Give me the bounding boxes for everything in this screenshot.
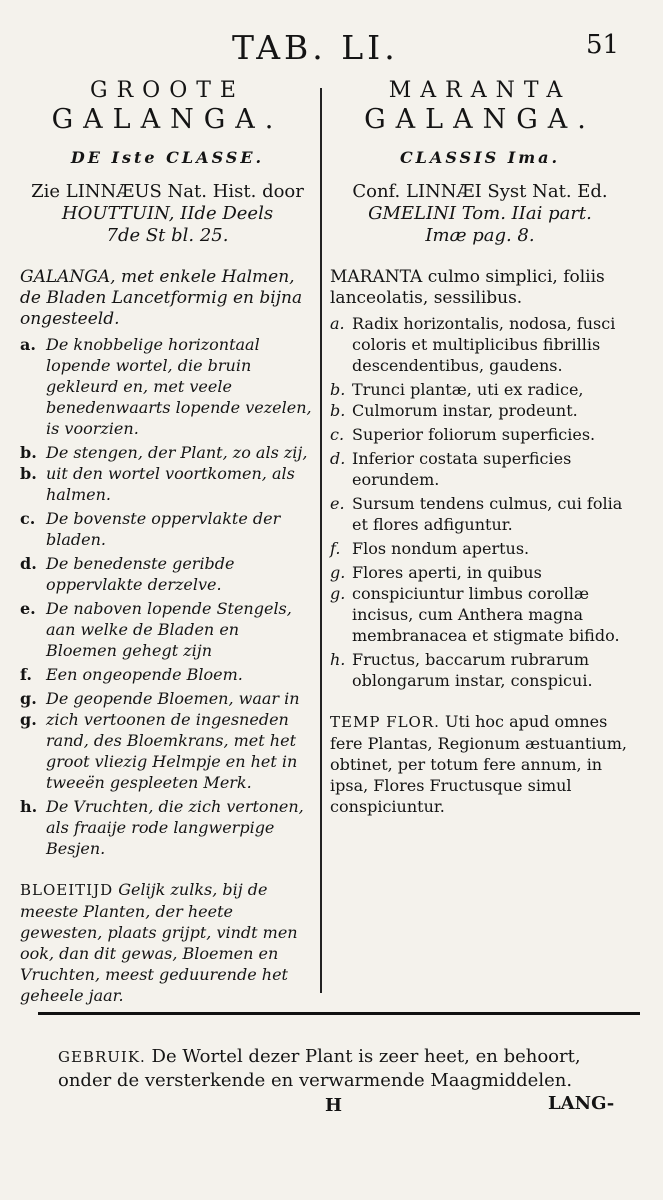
list-item: [330, 562, 630, 646]
dutch-legend-list: [20, 334, 315, 859]
flowering-text: Uti hoc apud omnes fere Plantas, Regionum æstuantium, obtinet, per totum fere annum, in ipsa, Flores Fructusque simul conspiciuntur.: [330, 712, 627, 816]
dutch-title-line1: GROOTE: [90, 78, 245, 103]
usage-paragraph: [58, 1045, 628, 1092]
item-text: De knobbelige horizontaal lopende wortel, die bruin gekleurd en, met veele benedenwaarts lopende vezelen, is voorzien.: [46, 335, 312, 438]
latin-flowering-note: [330, 711, 630, 817]
list-item: [20, 796, 315, 859]
list-item: [20, 664, 315, 685]
dutch-reference-line: HOUTTUIN, IIde Deels: [61, 203, 274, 224]
item-label: c.: [330, 425, 345, 444]
list-item: [330, 313, 630, 376]
plate-title: TAB. LI.: [232, 28, 399, 67]
dutch-class: DE Iste CLASSE.: [70, 148, 265, 167]
list-item: [20, 598, 315, 661]
item-label: e.: [330, 494, 345, 513]
list-item: [20, 508, 315, 550]
item-label: h.: [20, 797, 38, 816]
list-item: [20, 334, 315, 439]
latin-reference-line: Conf. LINNÆI Syst Nat. Ed.: [352, 181, 608, 202]
item-label: h.: [330, 650, 346, 669]
latin-class: CLASSIS Ima.: [399, 148, 561, 167]
latin-reference-line: Imæ pag. 8.: [425, 225, 535, 246]
item-text: Inferior costata superficies eorundem.: [352, 449, 572, 489]
dutch-column: [20, 78, 315, 1006]
flowering-text: Gelijk zulks, bij de meeste Planten, der heete gewesten, plaats grijpt, vindt men ook, dan dit gewas, Bloemen en Vruchten, meest geduurende het geheele jaar.: [20, 880, 298, 1005]
item-label: b. b.: [330, 380, 346, 420]
latin-title-line1: MARANTA: [388, 78, 572, 103]
item-text: Superior foliorum superficies.: [352, 425, 596, 444]
page-number: 51: [586, 30, 620, 60]
item-label: d.: [20, 554, 37, 573]
dutch-description: GALANGA, met enkele Halmen, de Bladen Lancetformig en bijna ongesteeld.: [20, 267, 303, 329]
flowering-label: TEMP FLOR.: [330, 713, 440, 731]
item-text: De bovenste oppervlakte der bladen.: [46, 509, 281, 549]
list-item: [330, 379, 630, 421]
item-label: c.: [20, 509, 36, 528]
catchword: LANG-: [548, 1093, 615, 1114]
item-text: De benedenste geribde oppervlakte derzelve.: [46, 554, 235, 594]
item-text: Flos nondum apertus.: [352, 539, 530, 558]
item-label: b. b.: [20, 443, 37, 483]
list-item: [20, 688, 315, 793]
latin-description: MARANTA culmo simplici, foliis lanceolatis, sessilibus.: [330, 267, 605, 308]
item-text: Radix horizontalis, nodosa, fusci coloris et multiplicibus fibrillis descendentibus, gaudens.: [352, 314, 616, 375]
latin-reference: [330, 181, 630, 247]
item-label: g. g.: [20, 689, 37, 729]
list-item: [20, 553, 315, 595]
latin-legend-list: [330, 313, 630, 691]
item-label: f.: [330, 539, 341, 558]
dutch-flowering-note: [20, 879, 315, 1006]
section-rule: [38, 1012, 640, 1015]
column-divider: [320, 88, 322, 993]
usage-label: GEBRUIK.: [58, 1048, 146, 1066]
item-label: e.: [20, 599, 36, 618]
usage-text: De Wortel dezer Plant is zeer heet, en behoort, onder de versterkende en verwarmende Maagmiddelen.: [58, 1046, 581, 1091]
list-item: [330, 424, 630, 445]
item-text: Een ongeopende Bloem.: [46, 665, 243, 684]
flowering-label: BLOEITIJD: [20, 881, 114, 899]
dutch-reference: [20, 181, 315, 247]
latin-title-line2: GALANGA.: [364, 104, 596, 135]
item-text: De Vruchten, die zich vertonen, als fraaije rode langwerpige Besjen.: [46, 797, 304, 858]
dutch-title-line2: GALANGA.: [51, 104, 284, 135]
item-text: Fructus, baccarum rubrarum oblongarum instar, conspicui.: [352, 650, 593, 690]
item-text: De geopende Bloemen, waar in zich vertoonen de ingesneden rand, des Bloemkrans, met het groot vliezig Helmpje en het in tweeën gespleeten Merk.: [46, 689, 300, 792]
item-text: De naboven lopende Stengels, aan welke de Bladen en Bloemen gehegt zijn: [46, 599, 292, 660]
list-item: [330, 538, 630, 559]
item-label: d.: [330, 449, 346, 468]
latin-column: [330, 78, 630, 817]
item-label: a.: [330, 314, 345, 333]
item-label: g. g.: [330, 563, 346, 603]
item-label: f.: [20, 665, 32, 684]
item-label: a.: [20, 335, 36, 354]
item-text: Flores aperti, in quibus conspiciuntur limbus corollæ incisus, cum Anthera magna membranacea et stigmate bifido.: [352, 563, 620, 645]
signature-mark: H: [325, 1095, 343, 1116]
list-item: [330, 448, 630, 490]
dutch-reference-line: 7de St bl. 25.: [106, 225, 229, 246]
page-header: [0, 28, 663, 68]
list-item: [20, 442, 315, 505]
item-text: De stengen, der Plant, zo als zij, uit den wortel voortkomen, als halmen.: [46, 443, 308, 504]
list-item: [330, 649, 630, 691]
item-text: Sursum tendens culmus, cui folia et flores adfiguntur.: [352, 494, 623, 534]
item-text: Trunci plantæ, uti ex radice, Culmorum instar, prodeunt.: [352, 380, 584, 420]
list-item: [330, 493, 630, 535]
latin-reference-line: GMELINI Tom. IIai part.: [368, 203, 592, 224]
dutch-reference-line: Zie LINNÆUS Nat. Hist. door: [31, 181, 304, 202]
